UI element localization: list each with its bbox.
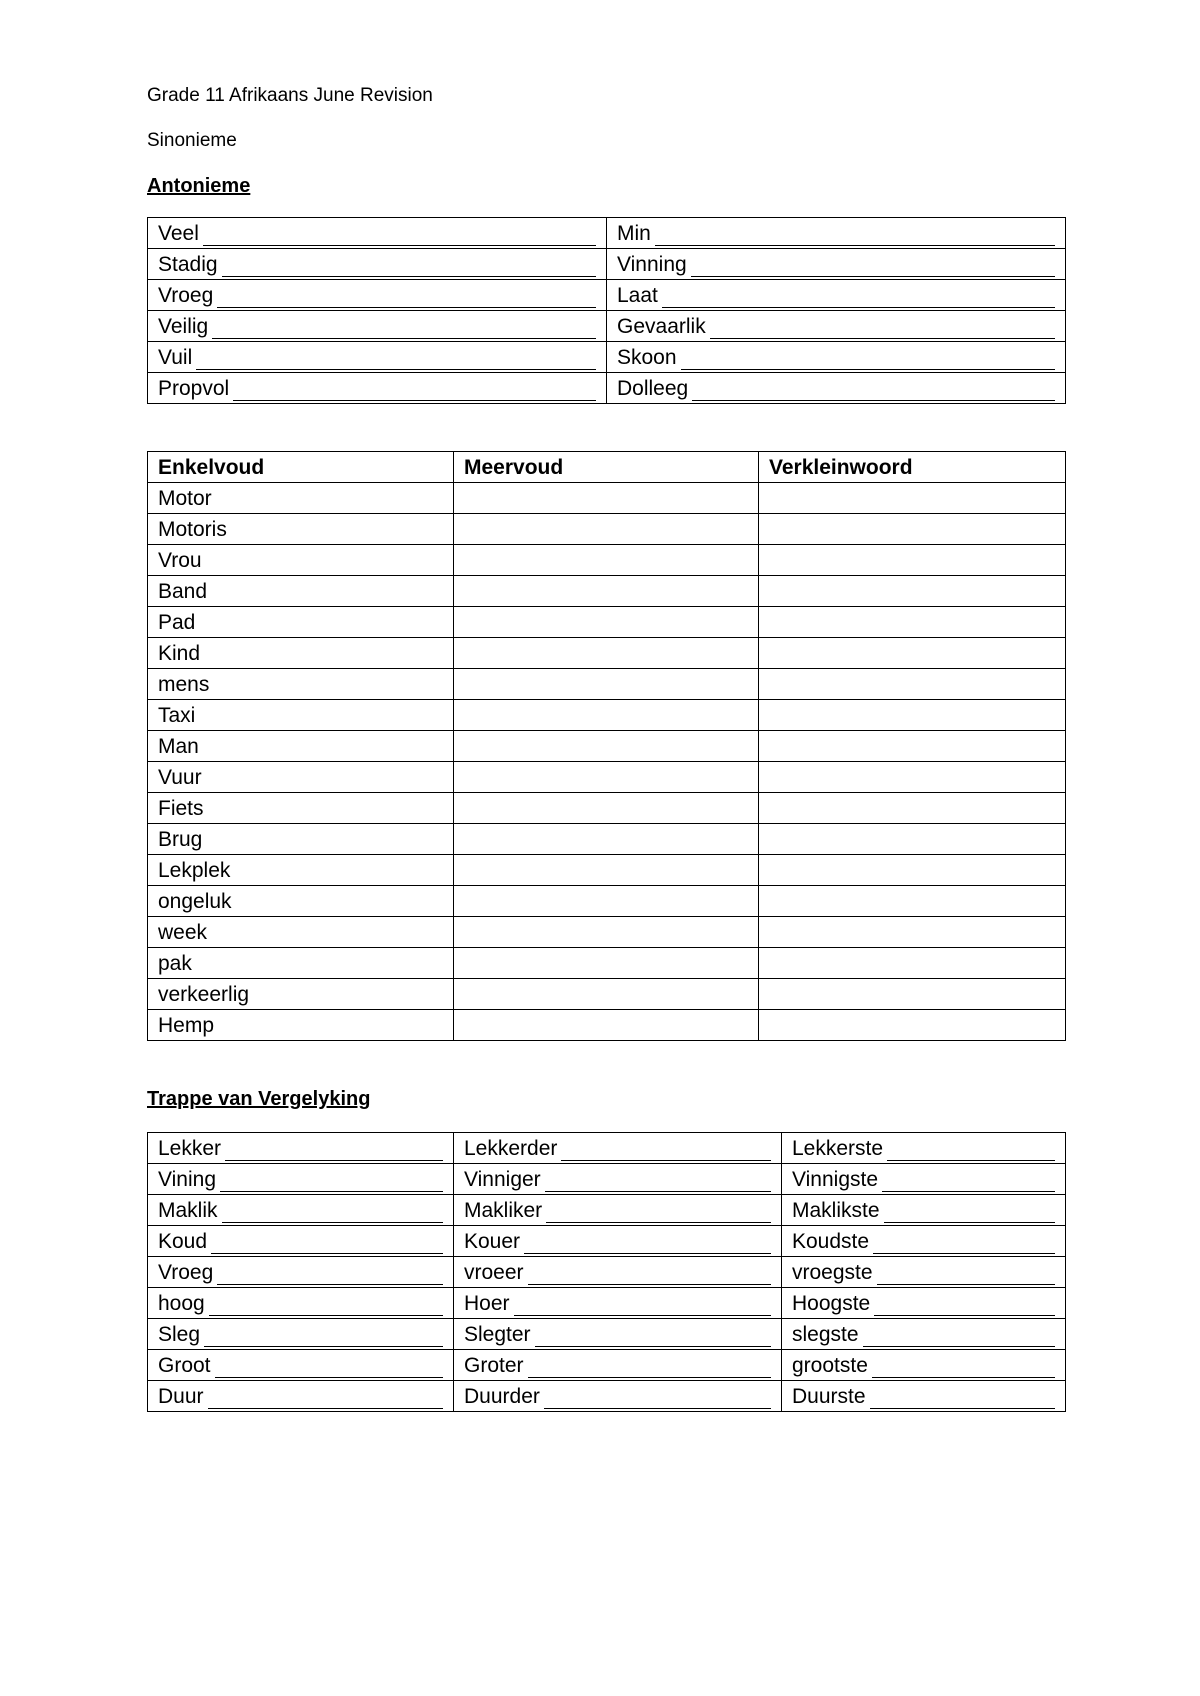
diminutive-answer-cell[interactable] [759, 1010, 1066, 1041]
table-row [148, 762, 1066, 793]
antonym-word-right: Vinning [617, 253, 687, 276]
table-row [148, 979, 1066, 1010]
answer-blank-line[interactable] [882, 1190, 1055, 1192]
comparative-degree-word: Slegter [464, 1323, 531, 1346]
antonym-word-left: Stadig [158, 253, 218, 276]
comparative-degree-word: Lekkerder [464, 1137, 558, 1160]
answer-blank-line[interactable] [215, 1376, 443, 1378]
answer-blank-line[interactable] [222, 275, 596, 277]
answer-blank-line[interactable] [514, 1314, 771, 1316]
table-row [148, 886, 1066, 917]
answer-blank-line[interactable] [884, 1221, 1055, 1223]
plural-answer-cell[interactable] [454, 638, 759, 669]
answer-blank-line[interactable] [863, 1345, 1055, 1347]
answer-blank-line[interactable] [204, 1345, 443, 1347]
antonym-word-left-cell [148, 249, 607, 280]
diminutive-answer-cell[interactable] [759, 700, 1066, 731]
table-row [148, 218, 1066, 249]
answer-blank-line[interactable] [692, 399, 1055, 401]
positive-degree-word-cell [148, 1257, 454, 1288]
table-row [148, 1350, 1066, 1381]
positive-degree-word-cell [148, 1350, 454, 1381]
positive-degree-word: Koud [158, 1230, 208, 1253]
table-row [148, 373, 1066, 404]
superlative-degree-word-cell [782, 1381, 1066, 1412]
table-row [148, 669, 1066, 700]
antonym-word-right-cell [607, 342, 1066, 373]
plural-answer-cell[interactable] [454, 979, 759, 1010]
positive-degree-word: Groot [158, 1354, 211, 1377]
antonym-word-right: Skoon [617, 346, 677, 369]
table-row [148, 793, 1066, 824]
plural-answer-cell[interactable] [454, 1010, 759, 1041]
singular-word: verkeerlig [148, 979, 454, 1010]
singular-word: Lekplek [148, 855, 454, 886]
plural-answer-cell[interactable] [454, 948, 759, 979]
table-row [148, 576, 1066, 607]
answer-blank-line[interactable] [217, 306, 596, 308]
section-heading-trappe-van-vergelyking: Trappe van Vergelyking [147, 1088, 371, 1110]
superlative-degree-word-cell [782, 1257, 1066, 1288]
table-row [148, 855, 1066, 886]
comparative-degree-word-cell [454, 1381, 782, 1412]
table-row [148, 824, 1066, 855]
answer-blank-line[interactable] [225, 1159, 443, 1161]
singular-word: Vrou [148, 545, 454, 576]
table-row [148, 249, 1066, 280]
singular-word: Taxi [148, 700, 454, 731]
comparative-degree-word: Vinniger [464, 1168, 541, 1191]
positive-degree-word: Maklik [158, 1199, 218, 1222]
answer-blank-line[interactable] [524, 1252, 771, 1254]
superlative-degree-word-cell [782, 1350, 1066, 1381]
answer-blank-line[interactable] [535, 1345, 771, 1347]
section-heading-antonieme: Antonieme [147, 175, 251, 197]
plural-answer-cell[interactable] [454, 607, 759, 638]
answer-blank-line[interactable] [544, 1407, 771, 1409]
table-header-row [148, 452, 1066, 483]
answer-blank-line[interactable] [655, 244, 1055, 246]
table-row [148, 1288, 1066, 1319]
singular-word: Brug [148, 824, 454, 855]
comparative-degree-word-cell [454, 1257, 782, 1288]
comparison-table [147, 1132, 1066, 1412]
antonym-word-right: Gevaarlik [617, 315, 706, 338]
singular-word: Band [148, 576, 454, 607]
answer-blank-line[interactable] [208, 1407, 443, 1409]
answer-blank-line[interactable] [217, 1283, 443, 1285]
table-row [148, 1010, 1066, 1041]
positive-degree-word-cell [148, 1226, 454, 1257]
antonym-word-right: Dolleeg [617, 377, 689, 400]
answer-blank-line[interactable] [220, 1190, 443, 1192]
plural-answer-cell[interactable] [454, 762, 759, 793]
positive-degree-word-cell [148, 1195, 454, 1226]
answer-blank-line[interactable] [874, 1314, 1055, 1316]
superlative-degree-word-cell [782, 1164, 1066, 1195]
superlative-degree-word-cell [782, 1133, 1066, 1164]
comparative-degree-word: Makliker [464, 1199, 543, 1222]
comparative-degree-word-cell [454, 1133, 782, 1164]
document-title: Grade 11 Afrikaans June Revision [147, 85, 433, 106]
table-row [148, 1133, 1066, 1164]
table-row [148, 638, 1066, 669]
antonym-word-left-cell [148, 373, 607, 404]
table-row [148, 1226, 1066, 1257]
plural-answer-cell[interactable] [454, 886, 759, 917]
positive-degree-word-cell [148, 1381, 454, 1412]
singular-word: Hemp [148, 1010, 454, 1041]
antonym-word-right-cell [607, 280, 1066, 311]
answer-blank-line[interactable] [211, 1252, 443, 1254]
diminutive-answer-cell[interactable] [759, 948, 1066, 979]
plural-answer-cell[interactable] [454, 514, 759, 545]
antonym-word-left-cell [148, 342, 607, 373]
plural-answer-cell[interactable] [454, 669, 759, 700]
singular-word: Motor [148, 483, 454, 514]
plural-answer-cell[interactable] [454, 700, 759, 731]
superlative-degree-word: Lekkerste [792, 1137, 884, 1160]
table-row [148, 948, 1066, 979]
superlative-degree-word: Vinnigste [792, 1168, 879, 1191]
superlative-degree-word-cell [782, 1319, 1066, 1350]
antonym-word-left: Vuil [158, 346, 193, 369]
antonyms-table [147, 217, 1066, 404]
antonym-word-left-cell [148, 280, 607, 311]
diminutive-answer-cell[interactable] [759, 607, 1066, 638]
singular-word: ongeluk [148, 886, 454, 917]
plural-answer-cell[interactable] [454, 483, 759, 514]
answer-blank-line[interactable] [196, 368, 596, 370]
diminutive-answer-cell[interactable] [759, 576, 1066, 607]
table-row [148, 514, 1066, 545]
superlative-degree-word-cell [782, 1288, 1066, 1319]
table-row [148, 731, 1066, 762]
diminutive-answer-cell[interactable] [759, 638, 1066, 669]
singular-word: Man [148, 731, 454, 762]
comparative-degree-word-cell [454, 1319, 782, 1350]
answer-blank-line[interactable] [873, 1252, 1055, 1254]
singular-word: Motoris [148, 514, 454, 545]
answer-blank-line[interactable] [872, 1376, 1055, 1378]
singular-word: week [148, 917, 454, 948]
table-row [148, 700, 1066, 731]
diminutive-answer-cell[interactable] [759, 514, 1066, 545]
diminutive-answer-cell[interactable] [759, 824, 1066, 855]
diminutive-answer-cell[interactable] [759, 669, 1066, 700]
positive-degree-word: Vining [158, 1168, 216, 1191]
positive-degree-word-cell [148, 1164, 454, 1195]
antonym-word-right: Min [617, 222, 651, 245]
antonym-word-left: Veel [158, 222, 199, 245]
comparative-degree-word-cell [454, 1288, 782, 1319]
answer-blank-line[interactable] [870, 1407, 1055, 1409]
comparative-degree-word: Duurder [464, 1385, 540, 1408]
antonym-word-left-cell [148, 218, 607, 249]
comparative-degree-word-cell [454, 1195, 782, 1226]
comparative-degree-word-cell [454, 1164, 782, 1195]
singular-word: Fiets [148, 793, 454, 824]
positive-degree-word: Sleg [158, 1323, 201, 1346]
singular-word: Pad [148, 607, 454, 638]
antonym-word-right-cell [607, 218, 1066, 249]
antonym-word-right-cell [607, 311, 1066, 342]
antonym-word-right: Laat [617, 284, 658, 307]
answer-blank-line[interactable] [222, 1221, 443, 1223]
superlative-degree-word: grootste [792, 1354, 868, 1377]
plural-answer-cell[interactable] [454, 917, 759, 948]
answer-blank-line[interactable] [546, 1221, 771, 1223]
column-header-verkleinwoord: Verkleinwoord [759, 452, 1066, 483]
positive-degree-word-cell [148, 1319, 454, 1350]
answer-blank-line[interactable] [561, 1159, 771, 1161]
plural-answer-cell[interactable] [454, 793, 759, 824]
answer-blank-line[interactable] [212, 337, 596, 339]
antonym-word-right-cell [607, 373, 1066, 404]
table-row [148, 311, 1066, 342]
comparative-degree-word: vroeer [464, 1261, 524, 1284]
superlative-degree-word: Koudste [792, 1230, 870, 1253]
plural-answer-cell[interactable] [454, 576, 759, 607]
answer-blank-line[interactable] [203, 244, 596, 246]
antonym-word-left: Propvol [158, 377, 230, 400]
section-label-sinonieme: Sinonieme [147, 130, 237, 151]
diminutive-answer-cell[interactable] [759, 762, 1066, 793]
table-row [148, 1195, 1066, 1226]
comparative-degree-word: Hoer [464, 1292, 510, 1315]
antonym-word-left: Vroeg [158, 284, 214, 307]
table-row [148, 545, 1066, 576]
positive-degree-word: hoog [158, 1292, 205, 1315]
singular-word: pak [148, 948, 454, 979]
diminutive-answer-cell[interactable] [759, 855, 1066, 886]
diminutive-answer-cell[interactable] [759, 483, 1066, 514]
singular-word: Kind [148, 638, 454, 669]
positive-degree-word-cell [148, 1133, 454, 1164]
answer-blank-line[interactable] [877, 1283, 1055, 1285]
diminutive-answer-cell[interactable] [759, 793, 1066, 824]
answer-blank-line[interactable] [710, 337, 1055, 339]
answer-blank-line[interactable] [233, 399, 596, 401]
plural-answer-cell[interactable] [454, 731, 759, 762]
comparative-degree-word: Kouer [464, 1230, 521, 1253]
answer-blank-line[interactable] [681, 368, 1055, 370]
comparative-degree-word: Groter [464, 1354, 524, 1377]
diminutive-answer-cell[interactable] [759, 917, 1066, 948]
positive-degree-word-cell [148, 1288, 454, 1319]
comparative-degree-word-cell [454, 1226, 782, 1257]
superlative-degree-word: slegste [792, 1323, 859, 1346]
answer-blank-line[interactable] [528, 1376, 771, 1378]
superlative-degree-word-cell [782, 1226, 1066, 1257]
table-row [148, 280, 1066, 311]
plural-answer-cell[interactable] [454, 855, 759, 886]
column-header-enkelvoud: Enkelvoud [148, 452, 454, 483]
table-row [148, 607, 1066, 638]
diminutive-answer-cell[interactable] [759, 731, 1066, 762]
diminutive-answer-cell[interactable] [759, 545, 1066, 576]
singular-word: mens [148, 669, 454, 700]
superlative-degree-word: vroegste [792, 1261, 873, 1284]
table-row [148, 917, 1066, 948]
table-row [148, 1164, 1066, 1195]
comparative-degree-word-cell [454, 1350, 782, 1381]
superlative-degree-word-cell [782, 1195, 1066, 1226]
antonym-word-left: Veilig [158, 315, 209, 338]
answer-blank-line[interactable] [209, 1314, 443, 1316]
column-header-meervoud: Meervoud [454, 452, 759, 483]
plural-answer-cell[interactable] [454, 545, 759, 576]
superlative-degree-word: Maklikste [792, 1199, 880, 1222]
table-row [148, 1319, 1066, 1350]
antonym-word-left-cell [148, 311, 607, 342]
plural-answer-cell[interactable] [454, 824, 759, 855]
table-row [148, 483, 1066, 514]
answer-blank-line[interactable] [528, 1283, 771, 1285]
superlative-degree-word: Duurste [792, 1385, 866, 1408]
diminutive-answer-cell[interactable] [759, 886, 1066, 917]
positive-degree-word: Lekker [158, 1137, 222, 1160]
answer-blank-line[interactable] [545, 1190, 771, 1192]
diminutive-answer-cell[interactable] [759, 979, 1066, 1010]
table-row [148, 342, 1066, 373]
positive-degree-word: Vroeg [158, 1261, 214, 1284]
table-row [148, 1381, 1066, 1412]
answer-blank-line[interactable] [662, 306, 1055, 308]
antonym-word-right-cell [607, 249, 1066, 280]
positive-degree-word: Duur [158, 1385, 204, 1408]
table-row [148, 1257, 1066, 1288]
superlative-degree-word: Hoogste [792, 1292, 871, 1315]
answer-blank-line[interactable] [887, 1159, 1055, 1161]
plurals-table [147, 451, 1066, 1041]
singular-word: Vuur [148, 762, 454, 793]
answer-blank-line[interactable] [691, 275, 1055, 277]
